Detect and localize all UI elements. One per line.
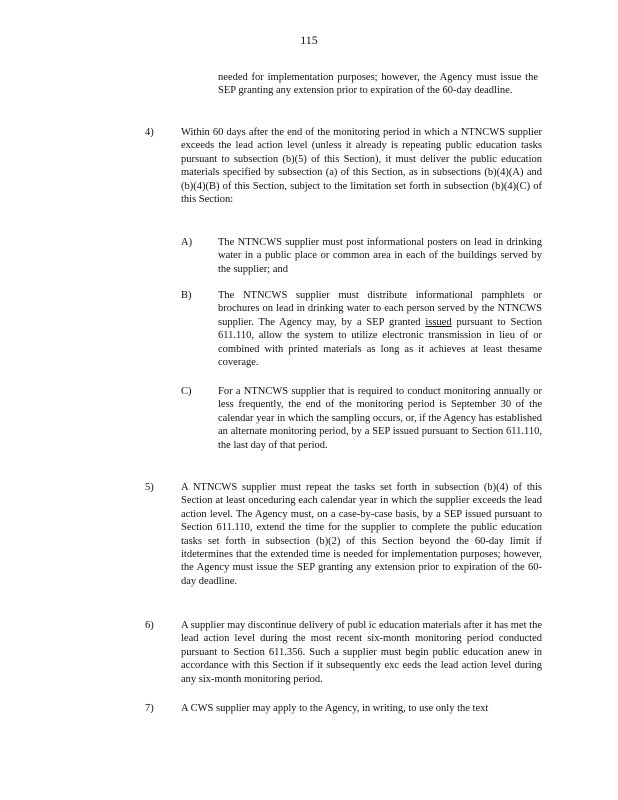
item-4b-letter: B) [181,290,192,301]
item-4-number: 4) [145,127,154,138]
item-4a-letter: A) [181,237,193,248]
item-4a-text: The NTNCWS supplier must post informational posters on lead in drinking water in a public place or common area in each of the buildings served by the supplier; and [218,237,542,275]
item-6-number: 6) [145,620,154,631]
item-4b-text: The NTNCWS supplier must distribute informational pamphlets or brochures on lead in drinking water to each person served by the NTNCWS supplier. The Agency may, by a SEP granted issued pursuant to Section 611.110, allow the system to utilize electronic transmission in lieu of or combined with printed materials as long as it achieves at least thesame coverage. [218,290,542,369]
underlined-inserted-word: issued [425,316,452,328]
item-6-text: A supplier may discontinue delivery of publ ic education materials after it has met the lead action level during the most recent six-month monitoring period conducted pursuant to Section 611.356. Such a supplier must begin public education anew in accordance with this Section if it subsequently exc eeds the lead action level during any six-month monitoring period. [181,620,542,685]
item-7-text: A CWS supplier may apply to the Agency, in writing, to use only the text [181,703,489,714]
item-4c-text: For a NTNCWS supplier that is required to conduct monitoring annually or less frequently, the end of the monitoring period is September 30 of the calendar year in which the sampling occurs, or, if the Agency has established an alternate monitoring period, by a SEP issued pursuant to Section 611.110, the last day of that period. [218,386,542,451]
item-5-number: 5) [145,482,154,493]
item-4c-letter: C) [181,386,192,397]
item-4-text: Within 60 days after the end of the monitoring period in which a NTNCWS supplier exceeds the lead action level (unless it already is repeating public education tasks pursuant to subsection (b)(5) of this Section), it must deliver the public education materials specified by subsection (a) of this Section, as in subsections (b)(4)(A) and (b)(4)(B) of this Section, subject to the limitation set forth in subsection (b)(4)(C) of this Section: [181,127,542,206]
item-7-number: 7) [145,703,154,714]
page-number: 115 [300,33,318,47]
intro-continuation-paragraph: needed for implementation purposes; however, the Agency must issue the SEP granting any extension prior to expiration of the 60-day deadline. [218,72,538,97]
item-5-text: A NTNCWS supplier must repeat the tasks set forth in subsection (b)(4) of this Section at least onceduring each calendar year in which the supplier exceeds the lead action level. The Agency must, on a case-by-case basis, by a SEP issued pursuant to Section 611.110, extend the time for the supplier to complete the public education tasks set forth in subsection (b)(2) of this Section beyond the 60-day limit if itdetermines that the extended time is needed for implementation purposes; however, the Agency must issue the SEP granting any extension prior to expiration of the 60-day deadline. [181,482,542,587]
